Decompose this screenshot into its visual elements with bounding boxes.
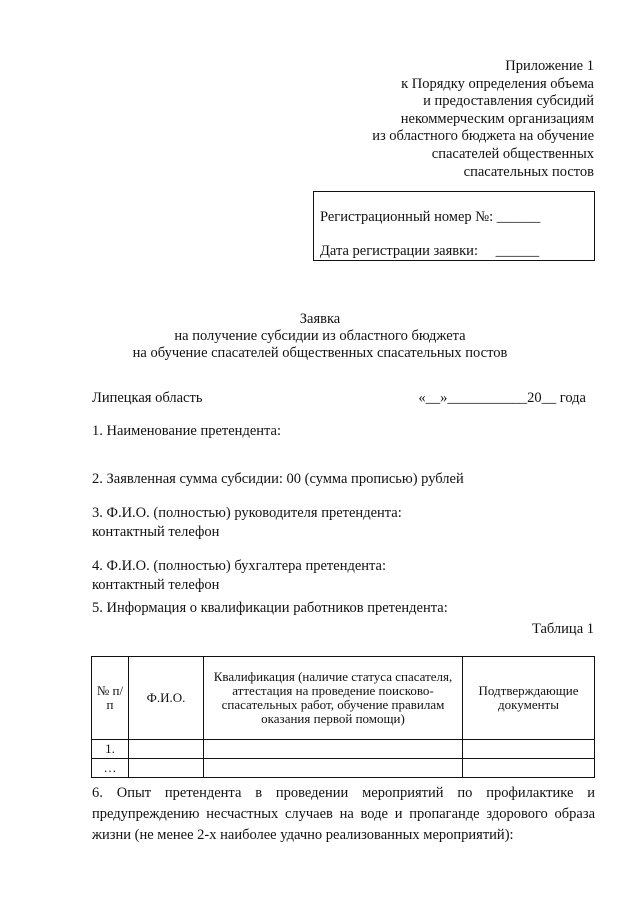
appendix-line: к Порядку определения объема	[401, 75, 594, 92]
place-label: Липецкая область	[92, 390, 203, 406]
item-3: 3. Ф.И.О. (полностью) руководителя претендента:	[92, 505, 402, 521]
registration-date	[320, 243, 539, 260]
cell-qualification	[204, 740, 463, 759]
cell-num: 1.	[92, 740, 129, 759]
appendix-line: и предоставления субсидий	[423, 93, 594, 110]
item-1: 1. Наименование претендента:	[92, 423, 281, 439]
qualification-table	[91, 656, 595, 778]
appendix-line: из областного бюджета на обучение	[372, 128, 594, 145]
registration-date-label: Дата регистрации заявки:	[320, 243, 478, 259]
header-qualification: Квалификация (наличие статуса спасателя, аттестация на проведение поисково-спасательных работ, обучение правилам оказания первой помощи)	[204, 657, 463, 740]
header-documents: Подтверждающие документы	[463, 657, 595, 740]
document-subtitle-1: на получение субсидии из областного бюджета	[174, 328, 466, 344]
cell-num: …	[92, 759, 129, 778]
appendix-line: спасателей общественных	[431, 145, 594, 162]
item-2: 2. Заявленная сумма субсидии: 00 (сумма прописью) рублей	[92, 471, 464, 487]
item-4-phone: контактный телефон	[92, 577, 220, 593]
appendix-line: некоммерческим организациям	[400, 110, 594, 127]
appendix-header	[372, 58, 594, 181]
date-line: «__»___________20__ года	[418, 390, 586, 406]
cell-qualification	[204, 759, 463, 778]
cell-documents	[463, 759, 595, 778]
appendix-line: спасательных постов	[463, 163, 594, 180]
appendix-line: Приложение 1	[505, 58, 594, 74]
document-subtitle-2: на обучение спасателей общественных спасательных постов	[132, 345, 508, 361]
item-5: 5. Информация о квалификации работников претендента:	[92, 600, 448, 616]
registration-box	[313, 191, 595, 261]
cell-name	[129, 740, 204, 759]
cell-name	[129, 759, 204, 778]
item-3-phone: контактный телефон	[92, 524, 220, 540]
cell-documents	[463, 740, 595, 759]
registration-number: Регистрационный номер №: ______	[320, 209, 541, 225]
registration-date-blank: ______	[495, 243, 540, 259]
header-num: № п/п	[92, 657, 129, 740]
table-row	[92, 759, 595, 778]
header-name: Ф.И.О.	[129, 657, 204, 740]
item-4: 4. Ф.И.О. (полностью) бухгалтера претендента:	[92, 558, 387, 574]
table-caption: Таблица 1	[531, 621, 594, 637]
item-6: 6. Опыт претендента в проведении мероприятий по профилактике и предупреждению несчастных случаев на воде и пропаганде здорового образа жизни (не менее 2-х наиболее удачно реализованных мероприятий):	[92, 785, 595, 843]
table-row	[92, 740, 595, 759]
document-title: Заявка	[299, 311, 341, 327]
